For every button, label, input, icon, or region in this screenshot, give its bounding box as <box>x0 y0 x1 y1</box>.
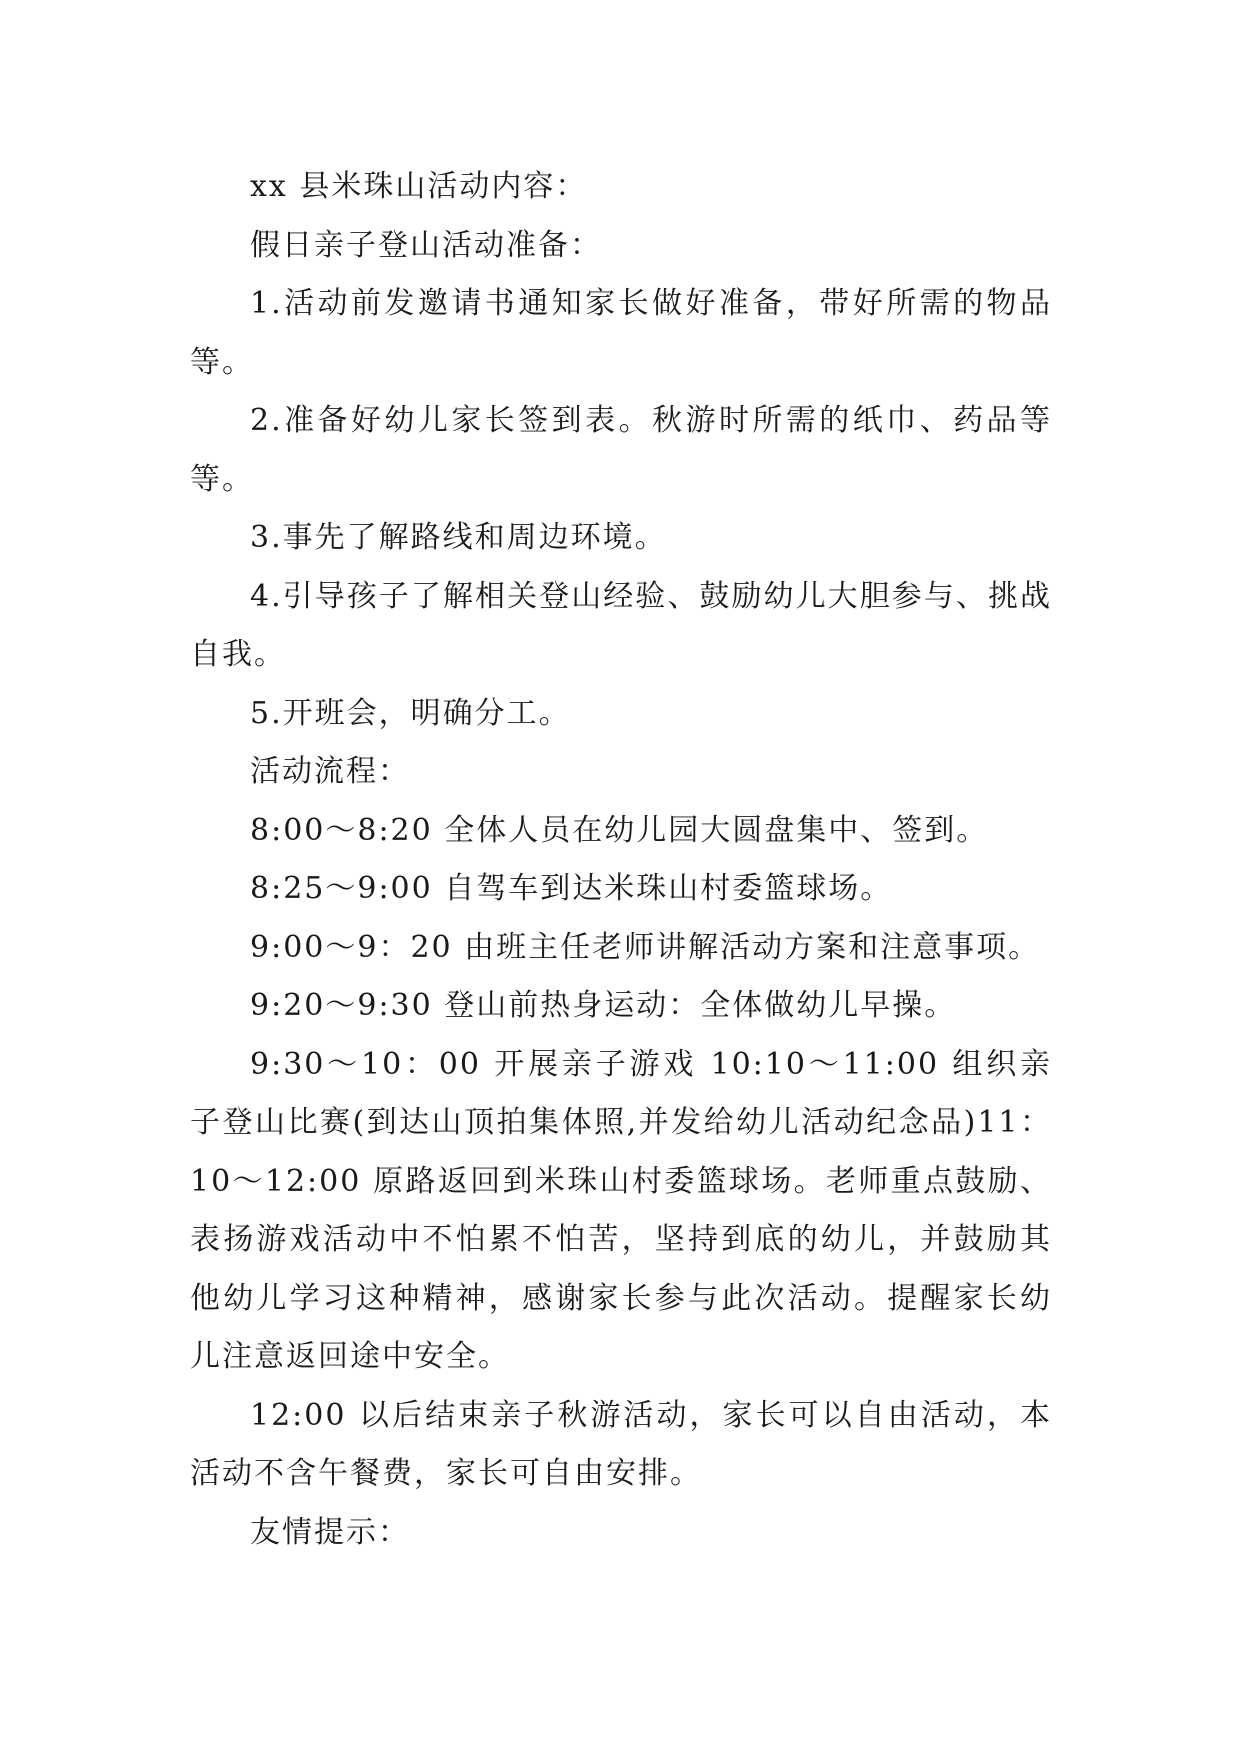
paragraph-prep-item-1: 1.活动前发邀请书通知家长做好准备，带好所需的物品等。 <box>190 286 1052 380</box>
paragraph-schedule-6: 12:00 以后结束亲子秋游活动，家长可以自由活动，本活动不含午餐费，家长可自由安排。 <box>190 1397 1052 1491</box>
paragraph-schedule-1: 8:00～8:20 全体人员在幼儿园大圆盘集中、签到。 <box>250 812 989 848</box>
paragraph-prep-item-4: 4.引导孩子了解相关登山经验、鼓励幼儿大胆参与、挑战自我。 <box>190 578 1052 672</box>
paragraph-heading-tips: 友情提示： <box>250 1514 410 1550</box>
paragraph-schedule-3: 9:00～9：20 由班主任老师讲解活动方案和注意事项。 <box>250 929 1041 965</box>
paragraph-prep-item-3: 3.事先了解路线和周边环境。 <box>250 520 667 555</box>
paragraph-prep-item-5: 5.开班会，明确分工。 <box>250 695 571 731</box>
paragraph-schedule-5: 9:30～10：00 开展亲子游戏 10:10～11:00 组织亲子登山比赛(到达山顶拍集体照,并发给幼儿活动纪念品)11：10～12:00 原路返回到米珠山村委篮球场。老师重点鼓励、表扬游戏活动中不怕累不怕苦，坚持到底的幼儿，并鼓励其他幼儿学习这种精神，感谢家长参与此次活动。提醒家长幼儿注意返回途中安全。 <box>190 1046 1052 1374</box>
paragraph-heading-process: 活动流程： <box>250 754 410 789</box>
paragraph-heading-preparation: 假日亲子登山活动准备： <box>250 227 602 263</box>
document-body <box>190 158 1052 1562</box>
paragraph-heading-activity-content: xx 县米珠山活动内容： <box>250 169 588 204</box>
paragraph-schedule-4: 9:20～9:30 登山前热身运动：全体做幼儿早操。 <box>250 988 957 1023</box>
paragraph-schedule-2: 8:25～9:00 自驾车到达米珠山村委篮球场。 <box>250 871 893 906</box>
paragraph-prep-item-2: 2.准备好幼儿家长签到表。秋游时所需的纸巾、药品等等。 <box>190 403 1052 497</box>
